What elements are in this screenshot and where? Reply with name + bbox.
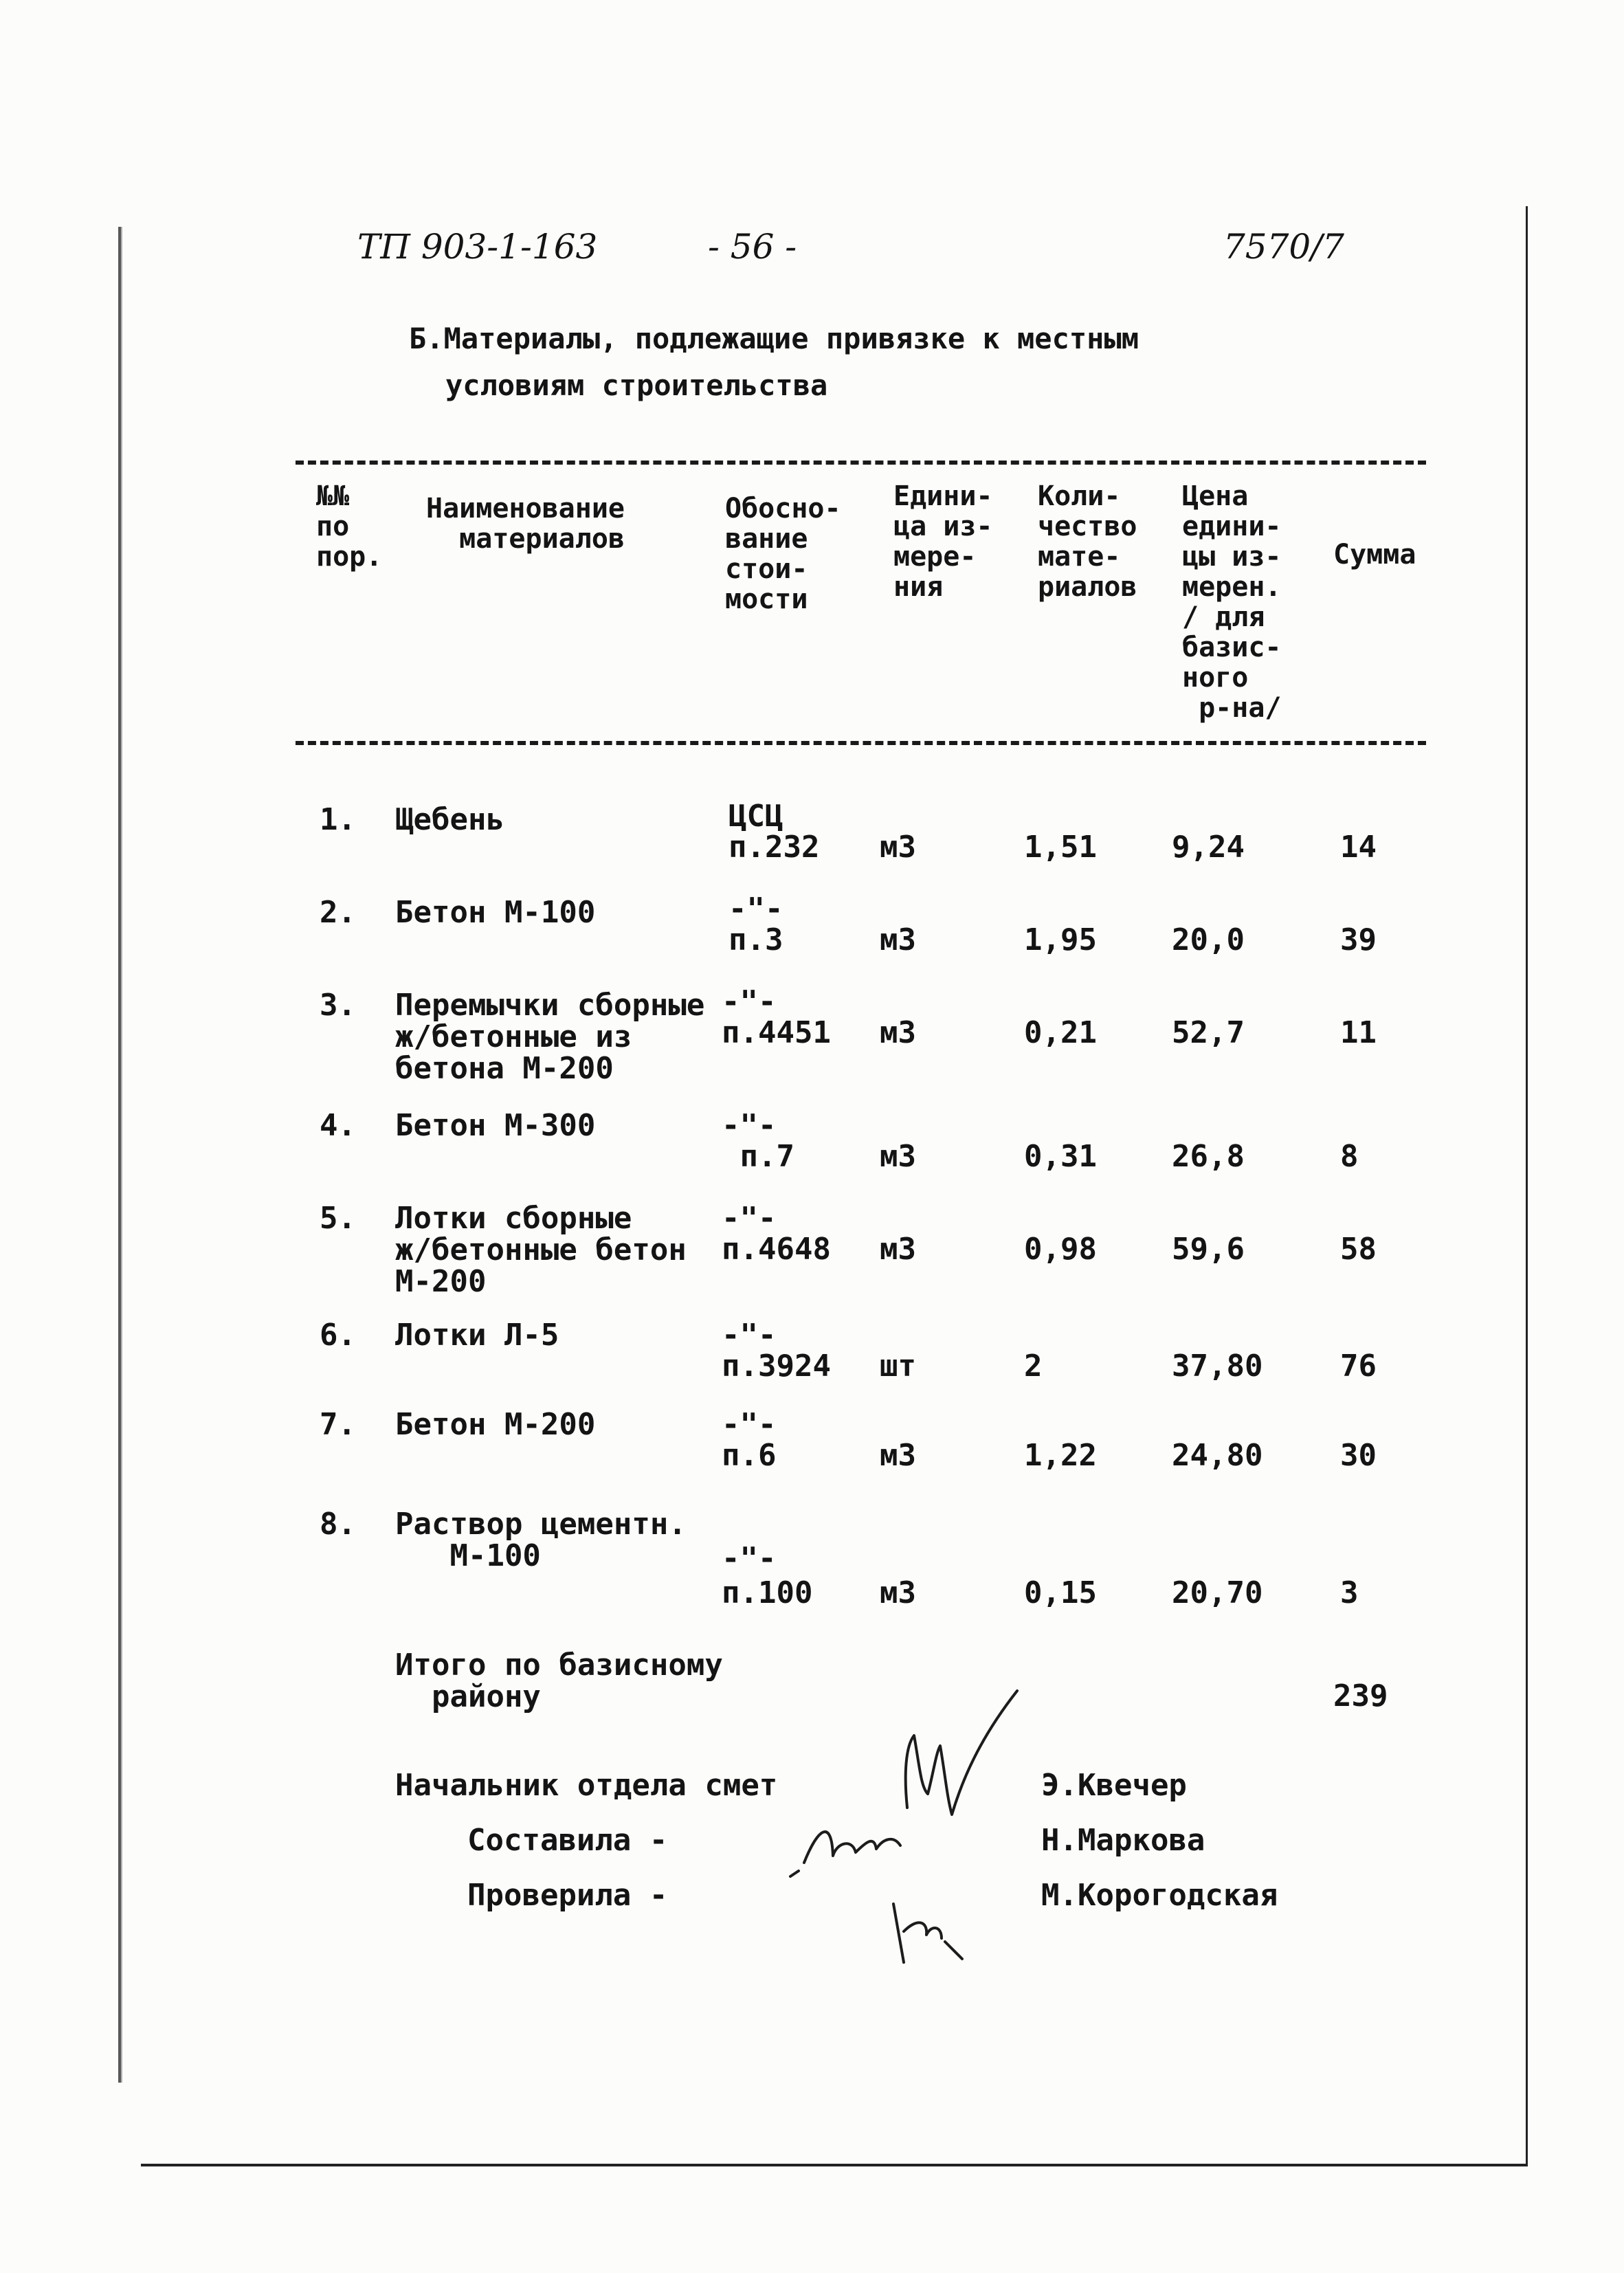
row-number: 6. [320, 1318, 356, 1353]
section-title-line2: условиям строительства [445, 368, 828, 402]
basis-ref: -"- [722, 1108, 777, 1143]
quantity: 1,22 [1024, 1438, 1097, 1473]
total-sum: 239 [1333, 1678, 1388, 1714]
bottom-border-line [141, 2164, 1528, 2166]
basis-item: п.6 [722, 1438, 777, 1473]
sheet-code: 7570/7 [1223, 227, 1344, 267]
basis-ref: -"- [722, 1541, 777, 1576]
material-name: Лотки Л-5 [395, 1318, 559, 1353]
table-header-rule [296, 741, 1426, 745]
basis-item: п.4648 [722, 1232, 831, 1267]
unit: м3 [880, 1015, 916, 1050]
row-number: 3. [320, 988, 356, 1023]
signature-role-compiled: Составила - [467, 1823, 668, 1858]
basis-ref: -"- [722, 1201, 777, 1236]
quantity: 1,95 [1024, 922, 1097, 957]
basis-ref: ЦСЦ [728, 799, 783, 834]
signature-name-compiled: Н.Маркова [1041, 1823, 1205, 1858]
unit-price: 26,8 [1172, 1139, 1245, 1174]
sum: 76 [1340, 1349, 1377, 1384]
basis-item: п.100 [722, 1575, 813, 1610]
unit: м3 [880, 1232, 916, 1267]
material-name: Бетон М-300 [395, 1108, 596, 1143]
quantity: 2 [1024, 1349, 1043, 1384]
col-header-sum: Сумма [1333, 539, 1416, 570]
unit: м3 [880, 922, 916, 957]
material-name: Перемычки сборные ж/бетонные из бетона М-200 [395, 988, 705, 1086]
section-title-line1: Б.Материалы, подлежащие привязке к местным [409, 322, 1139, 355]
sum: 11 [1340, 1015, 1377, 1050]
basis-ref: -"- [722, 1318, 777, 1353]
signature-role-head: Начальник отдела смет [395, 1768, 778, 1803]
unit-price: 24,80 [1172, 1438, 1263, 1473]
total-label: Итого по базисному району [395, 1648, 723, 1714]
sum: 3 [1340, 1575, 1359, 1610]
unit: шт [880, 1349, 916, 1384]
signature-name-head: Э.Квечер [1041, 1768, 1187, 1803]
quantity: 0,21 [1024, 1015, 1097, 1050]
signature-scribbles [756, 1670, 1045, 1980]
left-binding-line-dotted [121, 227, 122, 2083]
signature-role-checked: Проверила - [467, 1878, 668, 1913]
material-name: Бетон М-100 [395, 895, 596, 930]
material-name: Бетон М-200 [395, 1407, 596, 1442]
basis-ref: -"- [728, 891, 783, 927]
row-number: 2. [320, 895, 356, 930]
material-name: Раствор цементн. М-100 [395, 1507, 687, 1573]
basis-ref: -"- [722, 984, 777, 1019]
basis-item: п.3 [728, 922, 783, 957]
sum: 30 [1340, 1438, 1377, 1473]
signature-stroke-checked [893, 1904, 962, 1962]
quantity: 0,98 [1024, 1232, 1097, 1267]
page-number: - 56 - [708, 227, 797, 267]
basis-item: п.7 [722, 1139, 794, 1174]
basis-ref: -"- [722, 1407, 777, 1442]
unit-price: 20,0 [1172, 922, 1245, 957]
row-number: 8. [320, 1507, 356, 1542]
sum: 8 [1340, 1139, 1359, 1174]
row-number: 1. [320, 802, 356, 837]
unit-price: 9,24 [1172, 830, 1245, 865]
col-header-basis: Обосно- вание стои- мости [725, 493, 841, 615]
material-name: Лотки сборные ж/бетонные бетон М-200 [395, 1201, 687, 1299]
col-header-qty: Коли- чество мате- риалов [1038, 480, 1137, 603]
quantity: 0,31 [1024, 1139, 1097, 1174]
sum: 14 [1340, 830, 1377, 865]
col-header-unit: Едини- ца из- мере- ния [893, 480, 993, 603]
basis-item: п.3924 [722, 1349, 831, 1384]
unit: м3 [880, 1438, 916, 1473]
col-header-price: Цена едини- цы из- мерен. / для базис- ного р-на/ [1182, 480, 1282, 724]
sum: 58 [1340, 1232, 1377, 1267]
unit-price: 52,7 [1172, 1015, 1245, 1050]
basis-item: п.232 [728, 830, 820, 865]
quantity: 1,51 [1024, 830, 1097, 865]
sum: 39 [1340, 922, 1377, 957]
table-top-rule [296, 461, 1426, 465]
row-number: 7. [320, 1407, 356, 1442]
doc-code: ТП 903-1-163 [357, 227, 598, 267]
unit-price: 20,70 [1172, 1575, 1263, 1610]
unit-price: 37,80 [1172, 1349, 1263, 1384]
unit: м3 [880, 830, 916, 865]
signature-name-checked: М.Корогодская [1041, 1878, 1278, 1913]
right-border-line [1526, 206, 1528, 2165]
col-header-number: №№ по пор. [316, 480, 383, 573]
unit-price: 59,6 [1172, 1232, 1245, 1267]
row-number: 5. [320, 1201, 356, 1236]
unit: м3 [880, 1575, 916, 1610]
quantity: 0,15 [1024, 1575, 1097, 1610]
material-name: Щебень [395, 802, 504, 837]
signature-stroke-head [906, 1691, 1017, 1815]
row-number: 4. [320, 1108, 356, 1143]
col-header-name: Наименование материалов [426, 493, 625, 555]
signature-stroke-compiled [790, 1832, 900, 1876]
basis-item: п.4451 [722, 1015, 831, 1050]
unit: м3 [880, 1139, 916, 1174]
